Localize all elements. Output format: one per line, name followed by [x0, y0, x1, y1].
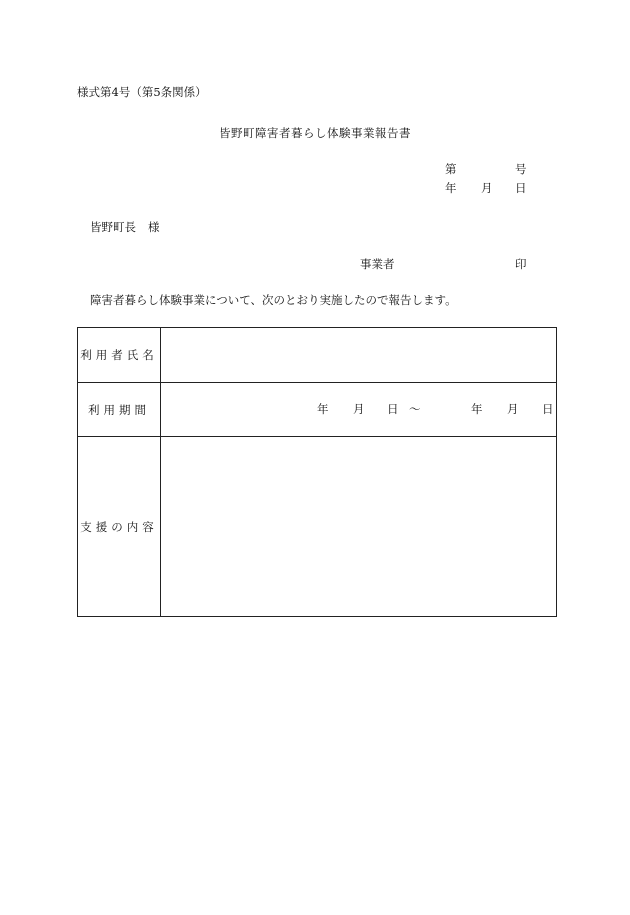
period-label: 利用期間	[78, 383, 161, 437]
period-start-month: 月	[353, 402, 365, 416]
operator-label: 事業者	[360, 257, 395, 271]
period-end-year: 年	[471, 402, 483, 416]
date-month-label: 月	[481, 181, 493, 195]
period-end-day: 日	[542, 402, 554, 416]
seal-label: 印	[515, 257, 527, 271]
document-number-suffix: 号	[515, 162, 527, 176]
period-start-year: 年	[317, 402, 329, 416]
intro-text: 障害者暮らし体験事業について、次のとおり実施したので報告します。	[90, 293, 457, 307]
user-name-label: 利用者氏名	[78, 328, 161, 383]
period-start-day: 日	[387, 402, 399, 416]
date-year-label: 年	[445, 181, 457, 195]
period-separator: ～	[409, 402, 421, 416]
table-row-support	[78, 437, 557, 617]
user-name-field[interactable]	[161, 328, 557, 383]
document-number-prefix: 第	[445, 162, 457, 176]
report-table	[77, 327, 557, 617]
addressee-name: 皆野町長	[90, 220, 136, 234]
support-field[interactable]	[161, 437, 557, 617]
period-end-month: 月	[507, 402, 519, 416]
support-label: 支援の内容	[78, 437, 161, 617]
table-row-user-name	[78, 328, 557, 383]
period-field[interactable]	[161, 383, 557, 437]
form-number: 様式第4号（第5条関係）	[77, 85, 207, 99]
document-title: 皆野町障害者暮らし体験事業報告書	[219, 126, 411, 140]
addressee-honorific: 様	[148, 220, 160, 234]
table-row-period	[78, 383, 557, 437]
date-day-label: 日	[515, 181, 527, 195]
